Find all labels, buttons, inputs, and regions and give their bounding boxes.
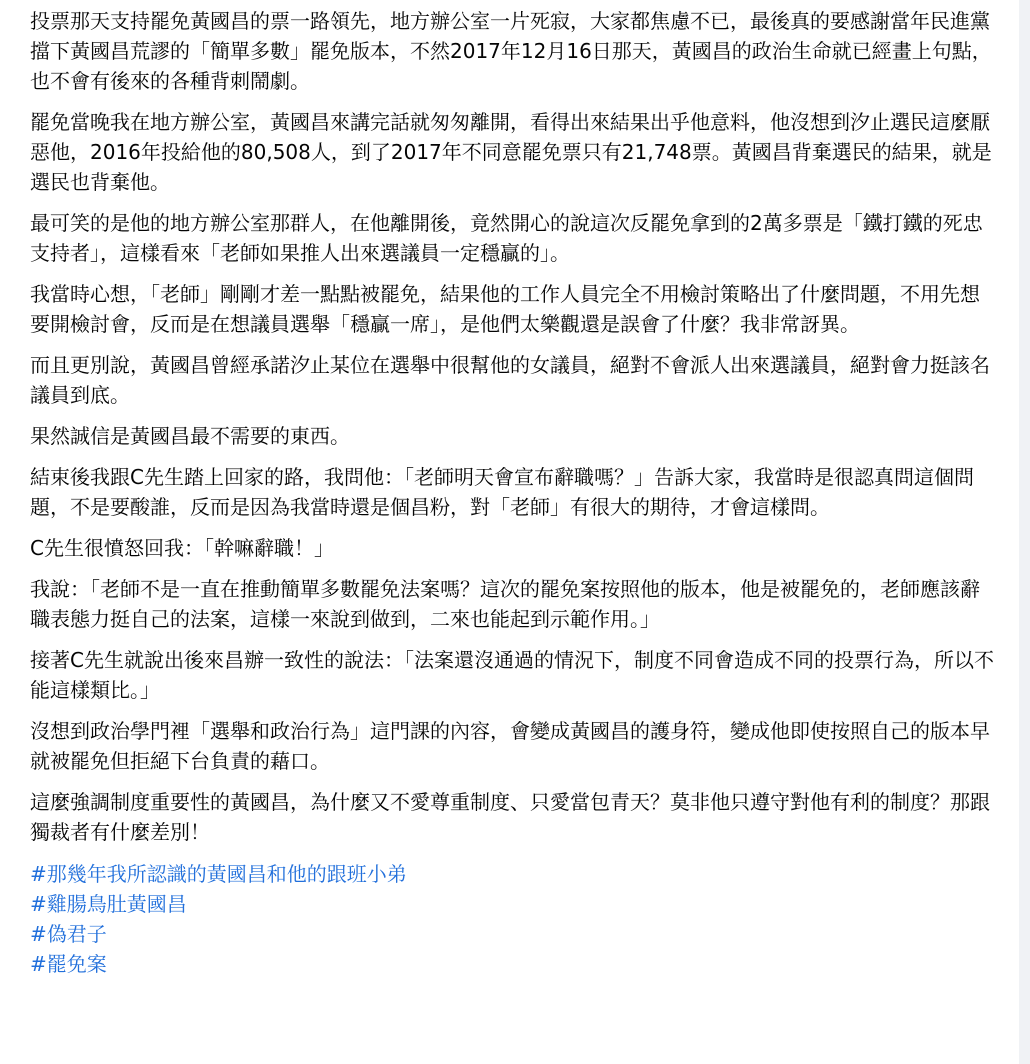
post-paragraph-6: 果然誠信是黃國昌最不需要的東西。 bbox=[30, 424, 350, 448]
post-paragraph-2: 罷免當晚我在地方辦公室，黃國昌來講完話就匆匆離開，看得出來結果出乎他意料，他沒想到汐止選民這麼厭惡他，2016年投給他的80,508人，到了2017年不同意罷免票只有21,748票。黃國昌背棄選民的結果，就是選民也背棄他。 bbox=[30, 110, 992, 194]
post-paragraph-4: 我當時心想，「老師」剛剛才差一點點被罷免，結果他的工作人員完全不用檢討策略出了什麼問題，不用先想要開檢討會，反而是在想議員選舉「穩贏一席」，是他們太樂觀還是誤會了什麼？我非常訝異。 bbox=[30, 282, 980, 336]
post-paragraph-9: 我說：「老師不是一直在推動簡單多數罷免法案嗎？這次的罷免案按照他的版本，他是被罷免的，老師應該辭職表態力挺自己的法案，這樣一來說到做到，二來也能起到示範作用。」 bbox=[30, 577, 980, 631]
post-paragraph-11: 沒想到政治學門裡「選舉和政治行為」這門課的內容，會變成黃國昌的護身符，變成他即使按照自己的版本早就被罷免但拒絕下台負責的藉口。 bbox=[30, 719, 990, 773]
hashtag-link-4[interactable]: #罷免案 bbox=[30, 952, 107, 976]
post-paragraph-1: 投票那天支持罷免黃國昌的票一路領先，地方辦公室一片死寂，大家都焦慮不已，最後真的要感謝當年民進黨擋下黃國昌荒謬的「簡單多數」罷免版本，不然2017年12月16日那天，黃國昌的政治生命就已經畫上句點，也不會有後來的各種背刺鬧劇。 bbox=[30, 9, 992, 93]
hashtag-link-3[interactable]: #偽君子 bbox=[30, 922, 107, 946]
post-body bbox=[30, 6, 995, 979]
post-paragraph-5: 而且更別說，黃國昌曾經承諾汐止某位在選舉中很幫他的女議員，絕對不會派人出來選議員，絕對會力挺該名議員到底。 bbox=[30, 353, 990, 407]
hashtag-link-1[interactable]: #那幾年我所認識的黃國昌和他的跟班小弟 bbox=[30, 862, 407, 886]
post-paragraph-3: 最可笑的是他的地方辦公室那群人，在他離開後，竟然開心的說這次反罷免拿到的2萬多票是「鐵打鐵的死忠支持者」，這樣看來「老師如果推人出來選議員一定穩贏的」。 bbox=[30, 211, 983, 265]
page-background-strip bbox=[1019, 0, 1030, 1064]
post-paragraph-12: 這麼強調制度重要性的黃國昌，為什麼又不愛尊重制度、只愛當包青天？莫非他只遵守對他有利的制度？那跟獨裁者有什麼差別！ bbox=[30, 790, 990, 844]
post-paragraph-10: 接著C先生就說出後來昌辦一致性的說法：「法案還沒通過的情況下，制度不同會造成不同的投票行為，所以不能這樣類比。」 bbox=[30, 648, 994, 702]
hashtag-link-2[interactable]: #雞腸鳥肚黃國昌 bbox=[30, 892, 187, 916]
hashtag-list bbox=[30, 859, 995, 979]
post-paragraph-8: C先生很憤怒回我：「幹嘛辭職！」 bbox=[30, 536, 334, 560]
post-paragraph-7: 結束後我跟C先生踏上回家的路，我問他：「老師明天會宣布辭職嗎？」告訴大家，我當時是很認真問這個問題，不是要酸誰，反而是因為我當時還是個昌粉，對「老師」有很大的期待，才會這樣問。 bbox=[30, 465, 974, 519]
